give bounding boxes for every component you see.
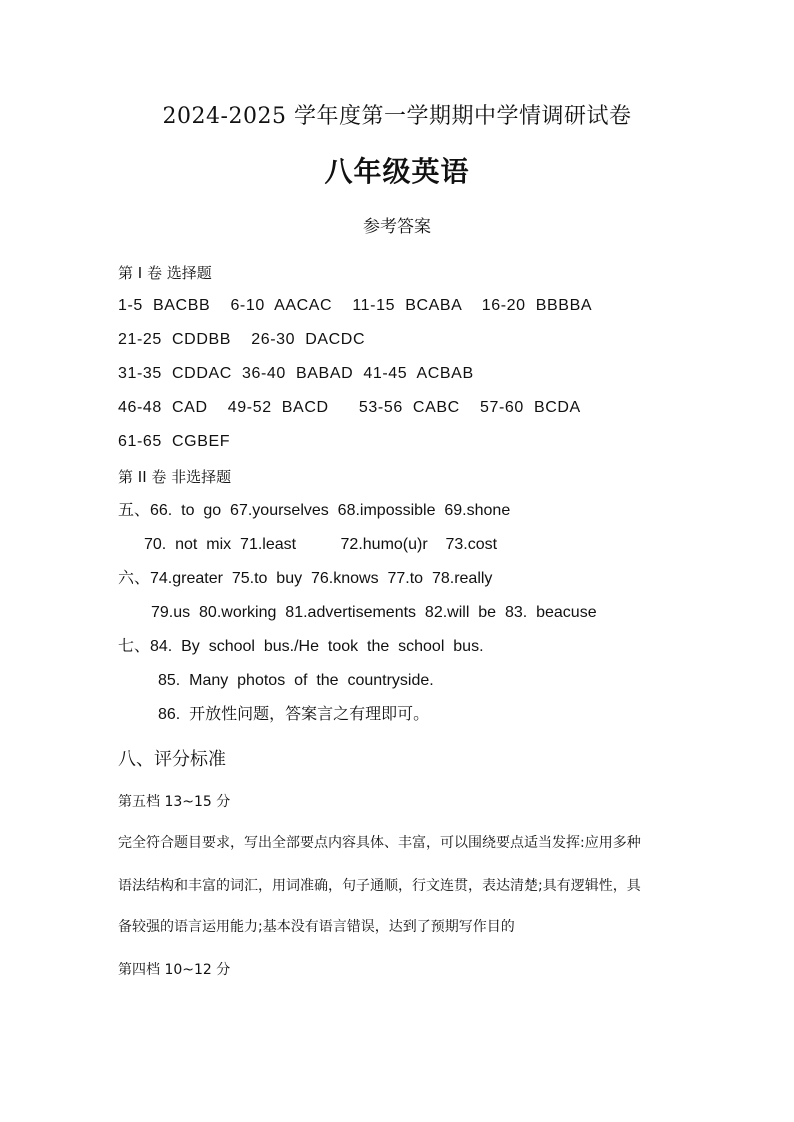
grade-5-label: 第五档 13~15 分	[118, 794, 231, 810]
part-5-line-1: 五、66. to go 67.yourselves 68.impossible 69.shone	[118, 502, 511, 519]
answer-row: 46-48 CAD 49-52 BACD 53-56 CABC 57-60 BCDA	[118, 399, 581, 416]
part-8-title: 八、评分标准	[118, 749, 226, 770]
part-7-line-2: 85. Many photos of the countryside.	[158, 672, 434, 689]
grade-5-description-line: 完全符合题目要求，写出全部要点内容具体、丰富，可以围绕要点适当发挥:应用多种	[118, 835, 641, 851]
answer-row: 21-25 CDDBB 26-30 DACDC	[118, 331, 366, 348]
grade-4-label: 第四档 10~12 分	[118, 962, 231, 978]
part-5-line-2: 70. not mix 71.least 72.humo(u)r 73.cost	[144, 536, 498, 553]
part-7-line-3: 86. 开放性问题，答案言之有理即可。	[158, 706, 430, 723]
grade-5-description-line: 备较强的语言运用能力;基本没有语言错误，达到了预期写作目的	[118, 919, 515, 935]
part-6-line-1: 六、74.greater 75.to buy 76.knows 77.to 78.really	[118, 570, 493, 587]
answer-key-heading: 参考答案	[363, 217, 431, 237]
exam-title: 2024-2025 学年度第一学期期中学情调研试卷	[162, 104, 632, 129]
section-2-label: 第 II 卷 非选择题	[118, 468, 232, 486]
section-1-label: 第 I 卷 选择题	[118, 264, 212, 282]
answer-row: 31-35 CDDAC 36-40 BABAD 41-45 ACBAB	[118, 365, 474, 382]
exam-subject: 八年级英语	[324, 155, 470, 188]
grade-5-description-line: 语法结构和丰富的词汇，用词准确，句子通顺，行文连贯，表达清楚;具有逻辑性，具	[118, 878, 641, 894]
answer-row: 1-5 BACBB 6-10 AACAC 11-15 BCABA 16-20 BBBBA	[118, 297, 593, 314]
answer-row: 61-65 CGBEF	[118, 433, 231, 450]
part-6-line-2: 79.us 80.working 81.advertisements 82.will be 83. beacuse	[151, 604, 597, 621]
part-7-line-1: 七、84. By school bus./He took the school bus.	[118, 638, 484, 655]
